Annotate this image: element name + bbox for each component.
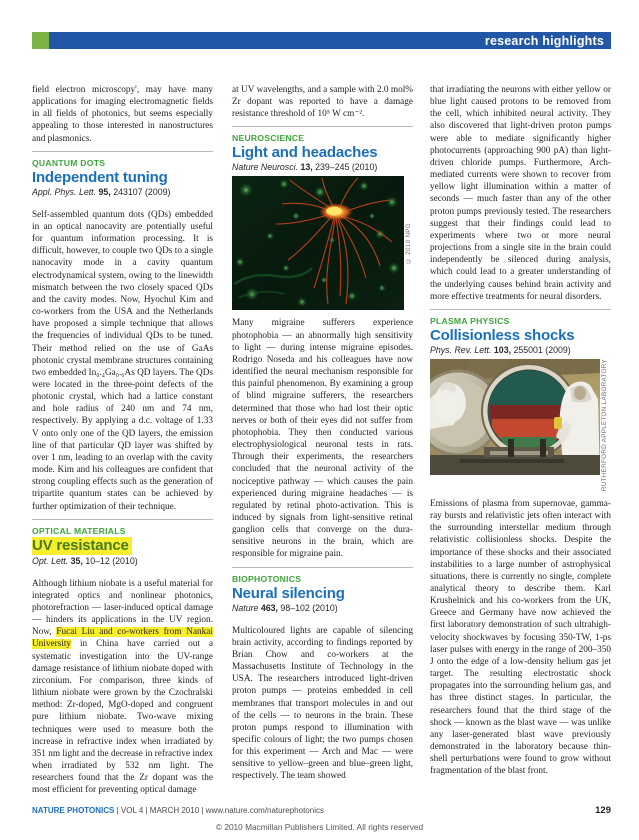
article-title-collisionless-shocks: Collisionless shocks xyxy=(430,326,575,344)
reference-pages: 98–102 (2010) xyxy=(277,602,338,613)
body-text: Although lithium niobate is a useful material for integrated optics and nonlinear photonics, photorefraction — laser-induced optical damage — hinders its applications in the UV region. Now, xyxy=(32,578,213,638)
section-label-biophotonics: BIOPHOTONICS xyxy=(232,573,302,584)
article-title-neural-silencing: Neural silencing xyxy=(232,584,345,602)
page-number: 129 xyxy=(595,805,611,816)
article-continuation-text: at UV wavelengths, and a sample with 2.0 mol% Zr dopant was reported to have a damage resistance threshold of 10⁵ W cm⁻². xyxy=(232,85,413,120)
copyright-notice: © 2010 Macmillan Publishers Limited. All rights reserved xyxy=(215,822,424,832)
reference-uv-resistance xyxy=(32,556,213,566)
column-2 xyxy=(232,84,413,800)
neuron-micrograph-figure xyxy=(232,176,413,310)
section-label-neuroscience: NEUROSCIENCE xyxy=(232,133,305,144)
reference-volume: 35, xyxy=(70,555,83,566)
body-text: in China have carried out a systematic investigation into the UV-range damage resistance of lithium niobate doped with zirconium. For comparison, three kinds of lithium niobate were grown by the Czochralski method: Zr-doped, MgO-doped and congruent pure lithium niobate. Two-wave mixing techniques were used to measure both the increase in refractive index when irradiated by 351 nm light and the decrease in refractive index when irradiated by 532 nm light. The researchers found that the Zr dopant was the most efficient for preventing optical damage xyxy=(32,639,213,796)
article-body-uv-resistance xyxy=(32,578,213,797)
column-3 xyxy=(430,84,611,800)
article-title-light-and-headaches: Light and headaches xyxy=(232,144,378,162)
section-label-plasma-physics: PLASMA PHYSICS xyxy=(430,315,510,326)
article-continuation-text: field electron microscopy', may have many applications for imaging electromagnetic fields in all fields of photonics, but seems especially appealing to those interested in nanostructures and plasmonics. xyxy=(32,85,213,144)
section-divider xyxy=(232,126,413,127)
article-body-collisionless-shocks: Emissions of plasma from supernovae, gamma-ray bursts and relativistic jets often interact with the surrounding interstellar medium through relativistic collisionless shocks. Despite the importance of these shocks and their associated instabilities to a large number of astrophysical situations, there is currently no single, complete analytical theory to describe them. Karl Krushelnick and his co-workers from the UK, Greece and Germany have now achieved the first laboratory demonstration of such ultrahigh-velocity shockwaves by focusing 350-TW, 1-ps laser pulses with energy in the range of 200–350 J onto the edge of a low-density helium gas jet target. The resulting electrostatic shock propagates into the surrounding helium gas, and has three distinct stages. In particular, the researchers found that the third stage of the shock — known as the blast wave — was unlike any laser-generated blast wave previously demonstrated in the laboratory because thin-shell perturbations were found to grow without fragmentation of the blast front. xyxy=(430,498,611,777)
section-divider xyxy=(32,151,213,152)
neuron-micrograph xyxy=(232,176,404,310)
reference-pages: 243107 (2009) xyxy=(110,186,171,197)
reference-pages: 10–12 (2010) xyxy=(82,555,138,566)
reference-pages: 239–245 (2010) xyxy=(312,162,378,173)
highlighted-title-text: UV resistance xyxy=(32,537,132,555)
reference-journal: Nature Neurosci. xyxy=(232,162,299,173)
page-header-title: research highlights xyxy=(484,33,604,48)
journal-meta: | VOL 4 | MARCH 2010 | www.nature.com/naturephotonics xyxy=(114,806,324,815)
column-1 xyxy=(32,84,213,800)
reference-volume: 463, xyxy=(260,602,278,613)
article-title-independent-tuning: Independent tuning xyxy=(32,168,168,186)
article-body-neural-silencing: Multicoloured lights are capable of silencing brain activity, according to findings reported by Brian Chow and co-workers at the Massachusetts Institute of Technology in the USA. The researchers introduced light-driven proton pumps — proteins embedded in cell membranes that transport molecules in and out of the cells — to neurons in the brain. These proton pumps respond to illumination with specific colours of light; the two pumps chosen for this experiment — Arch and Mac — were sensitive to yellow–green and blue–green light, respectively. The team showed xyxy=(232,625,413,782)
image-credit-rutherford: RUTHERFORD APPLETON LABORATORY xyxy=(601,358,608,491)
section-divider xyxy=(232,567,413,568)
laser-lab-figure xyxy=(430,359,611,491)
footer-journal-info xyxy=(32,806,324,815)
highlighted-author-text: Fucai Liu and co-workers from Nankai University xyxy=(32,627,213,650)
page-header-banner xyxy=(32,32,611,49)
reference-journal: Nature xyxy=(232,602,259,613)
reference-volume: 13, xyxy=(300,162,313,173)
section-divider xyxy=(430,309,611,310)
header-green-square xyxy=(32,32,49,49)
reference-journal: Opt. Lett. xyxy=(32,555,69,566)
journal-brand: NATURE PHOTONICS xyxy=(32,806,115,815)
reference-pages: 255001 (2009) xyxy=(511,344,571,355)
reference-independent-tuning xyxy=(32,187,213,197)
header-blue-bar xyxy=(49,32,611,49)
section-label-optical-materials: OPTICAL MATERIALS xyxy=(32,525,126,536)
page-footer xyxy=(32,805,611,816)
section-label-quantum-dots: QUANTUM DOTS xyxy=(32,157,106,168)
reference-neural-silencing xyxy=(232,603,413,613)
laser-lab-photo xyxy=(430,359,600,491)
reference-collisionless-shocks xyxy=(430,345,611,355)
image-credit-npg: © 2010 NPG xyxy=(405,222,412,265)
reference-light-and-headaches xyxy=(232,162,413,172)
article-continuation-text: that irradiating the neurons with either yellow or blue light caused protons to be removed from the cell, which inhibited neural activity. They also discovered that light-driven proton pumps were able to mediate significantly higher photocurrents (approaching 900 pA) than light-driven chloride pumps. Furthermore, Arch-mediated currents were shown to recover from yellow light illumination within a matter of seconds — much faster than any of the other proton pumps previously tested. The researchers suggest that their findings could lead to experiments where two or more neural projections from a single site in the brain could independently be silenced during analysis, which could lead to a greater understanding of the underlying causes behind brain activity and more effective treatments for neural disorders. xyxy=(430,85,611,302)
reference-journal: Appl. Phys. Lett. xyxy=(32,186,97,197)
reference-volume: 103, xyxy=(493,344,512,355)
reference-volume: 95, xyxy=(98,186,111,197)
reference-journal: Phys. Rev. Lett. xyxy=(430,344,492,355)
article-body-light-and-headaches: Many migraine sufferers experience photophobia — an abnormally high sensitivity to light — during intense migraine episodes. Rodrigo Noseda and his colleagues have now identified the neural mechanism responsible for this painful phenomenon. By examining a group of blind migraine sufferers, the researchers determined that those who had lost their optic nerves or both of their eyes did not suffer from photophobia. They then conducted various electrophysiological neuronal tests in rats. Through their experiments, the researchers concluded that the neuronal activity of the nociceptive pathway — which causes the pain experienced during migraine headaches — is regulated by retinal photo-activation. This is induced by signals from light-sensitive retinal ganglion cells that converge on the dura-sensitive neurons in the brain, which are responsible for migraine pain. xyxy=(232,318,413,560)
section-divider xyxy=(32,519,213,520)
article-body-independent-tuning: Self-assembled quantum dots (QDs) embedded in an optical nanocavity are potentially useful for quantum information processing. It is difficult, however, to couple two QDs to a single nanocavity mode in a cavity quantum electrodynamical system, owing to the linewidth mismatch between the two closely spaced QDs and the cavity modes. Now, Hyochul Kim and co-workers from the USA and the Netherlands have proposed a simple technique that allows the frequencies of individual QDs to be tuned. Their method relied on the use of GaAs photonic crystal membrane structures containing two embedded In₀.₄Ga₀.₆As QD layers. The QDs were located in the three-point defects of the photonic crystal, which had a lattice constant and hole radius of 240 nm and 74 nm, respectively. By applying a d.c. voltage of 1.33 V onto only one of the QD layers, the emission line of that particular QD layer was shifted by over 1 nm, leading to an overlap with the cavity mode. Kim and his colleagues are confident that strong coupling effects such as the generation of tripartite quantum states can be achieved by further optimization of their technique. xyxy=(32,209,213,512)
article-title-uv-resistance xyxy=(32,537,213,555)
